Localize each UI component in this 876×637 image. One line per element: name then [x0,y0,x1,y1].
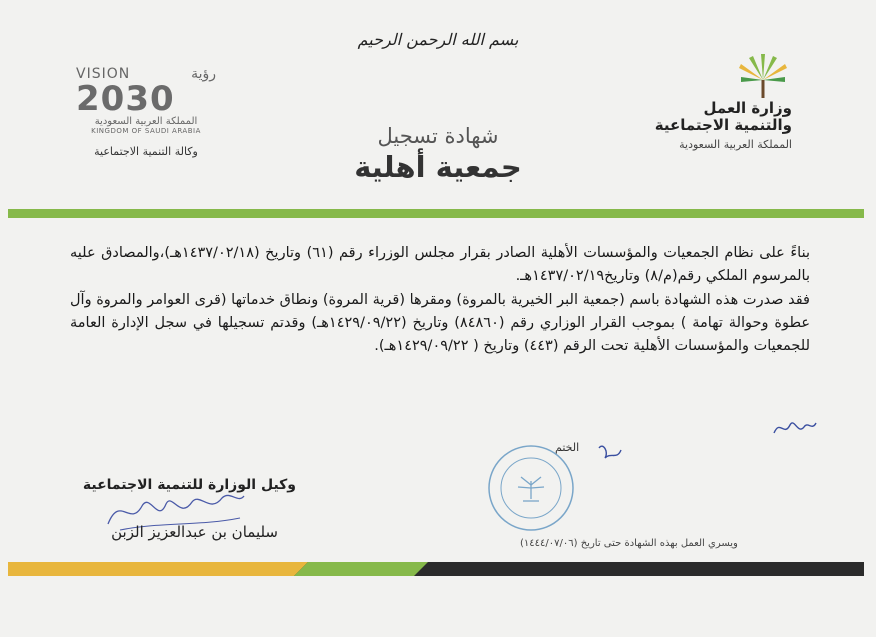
stamp-label: الختم [555,441,580,454]
vision-label-en: VISION [76,66,131,82]
body-paragraph-1: بناءً على نظام الجمعيات والمؤسسات الأهلية الصادر بقرار مجلس الوزراء رقم (٦١) وتاريخ (١٤٣٧/٠٢/١٨هـ)،والمصادق عليه بالمرسوم الملكي رقم(م/٨) وتاريخ١٤٣٧/٠٢/١٩هـ. [70,245,810,285]
footer-stripe [8,562,864,576]
palm-logo-icon [734,50,792,100]
validity-note: ويسري العمل بهذه الشهادة حتى تاريخ (١٤٤٤/٠٧/٠٦) [520,538,738,549]
vision-agency: وكالة التنمية الاجتماعية [94,145,198,158]
certificate-title: شهادة تسجيل [377,124,499,148]
certificate-subtitle: جمعية أهلية [354,150,522,184]
official-stamp-icon [486,443,576,533]
green-divider [8,209,864,218]
vision-label-ar: رؤية [191,66,216,82]
basmala: بسم الله الرحمن الرحيم [357,30,519,49]
vision-kingdom-en: KINGDOM OF SAUDI ARABIA [91,127,201,135]
vision-year: 2030 [76,79,175,119]
ministry-country: المملكة العربية السعودية [679,138,792,151]
signatory-name: سليمان بن عبدالعزيز الزبن [111,523,278,541]
stamp-initials-icon [595,438,625,468]
ministry-name-line1: وزارة العمل [703,99,792,117]
vision-kingdom-ar: المملكة العربية السعودية [94,116,198,127]
ministry-name-line2: والتنمية الاجتماعية [654,116,792,134]
certificate-body [70,242,810,358]
body-paragraph-2: فقد صدرت هذه الشهادة باسم (جمعية البر الخيرية بالمروة) ومقرها (قرية المروة) ونطاق خدماتها (قرى العوامر والمروة وآل عطوة وحوالة تهامة ) بموجب القرار الوزاري رقم (٨٤٨٦٠) وتاريخ (١٤٢٩/٠٩/٢٢هـ) وقدتم تسجيلها في سجل الإدارة العامة للجمعيات والمؤسسات الأهلية تحت الرقم (٤٤٣) وتاريخ ( ١٤٢٩/٠٩/٢٢هـ). [70,291,810,355]
margin-signature-icon [770,413,820,443]
signatory-title: وكيل الوزارة للتنمية الاجتماعية [82,477,296,493]
